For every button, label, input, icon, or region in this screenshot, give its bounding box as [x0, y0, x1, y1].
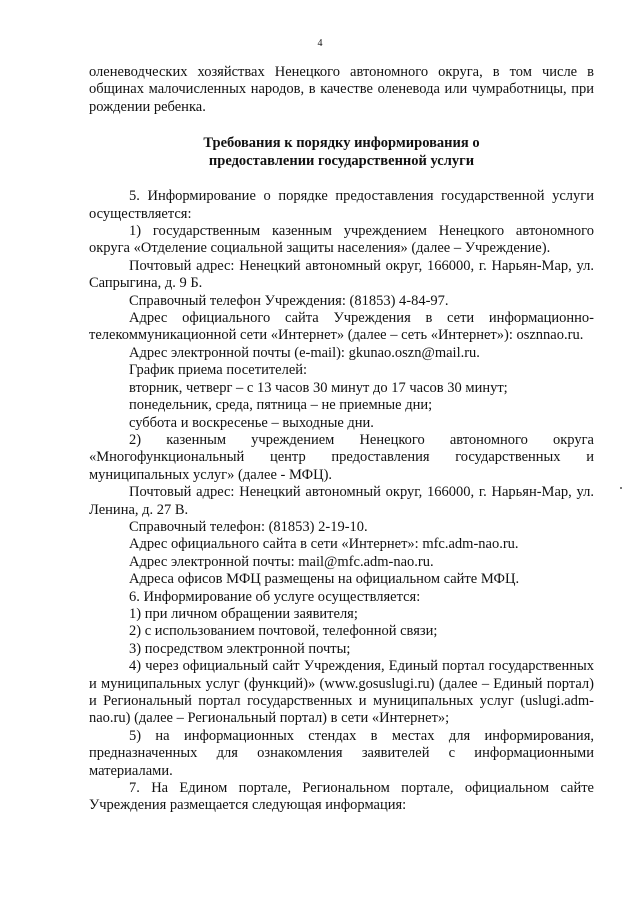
section-heading-line-2: предоставлении государственной услуги: [208, 153, 475, 170]
paragraph-6-item-2: 2) с использованием почтовой, телефонной связи;: [129, 623, 438, 640]
phone-mfc: Справочный телефон: (81853) 2-19-10.: [129, 518, 368, 535]
paragraph-6: 6. Информирование об услуге осуществляется:: [129, 588, 421, 605]
document-body: [89, 64, 594, 815]
postal-address-mfc: Почтовый адрес: Ненецкий автономный округ, 166000, г. Нарьян-Мар, ул. Ленина, д. 27 В.: [89, 484, 594, 518]
schedule-line-1: вторник, четверг – с 13 часов 30 минут до 17 часов 30 минут;: [129, 379, 508, 396]
email-uchrezhdenie: Адрес электронной почты (e-mail): gkunao.oszn@mail.ru.: [129, 344, 480, 361]
website-mfc: Адрес официального сайта в сети «Интернет»: mfc.adm-nao.ru.: [129, 536, 519, 553]
paragraph-5-item-1: 1) государственным казенным учреждением Ненецкого автономного округа «Отделение социальной защиты населения» (далее – Учреждение).: [89, 223, 594, 257]
page-number: 4: [317, 38, 323, 49]
paragraph-6-item-5: 5) на информационных стендах в местах для информирования, предназначенных для ознакомления заявителей с информационными материалами.: [89, 727, 594, 779]
section-heading-line-1: Требования к порядку информирования о: [203, 135, 480, 152]
postal-address-uchrezhdenie: Почтовый адрес: Ненецкий автономный округ, 166000, г. Нарьян-Мар, ул. Сапрыгина, д. 9 Б.: [89, 257, 594, 292]
paragraph-6-item-3: 3) посредством электронной почты;: [129, 640, 351, 657]
scan-speck: [620, 487, 622, 489]
phone-uchrezhdenie: Справочный телефон Учреждения: (81853) 4-84-97.: [129, 292, 449, 309]
paragraph-5: 5. Информирование о порядке предоставления государственной услуги осуществляется:: [89, 188, 594, 222]
section-heading: [89, 134, 594, 170]
intro-paragraph: оленеводческих хозяйствах Ненецкого автономного округа, в том числе в общинах малочисленных народов, в качестве оленевода или чумработницы, при рождении ребенка.: [89, 64, 594, 115]
website-uchrezhdenie: Адрес официального сайта Учреждения в сети информационно-телекоммуникационной сети «Интернет» (далее – сеть «Интернет»): osznnao.ru.: [89, 310, 594, 344]
offices-mfc: Адреса офисов МФЦ размещены на официальном сайте МФЦ.: [129, 571, 520, 588]
paragraph-5-item-2: 2) казенным учреждением Ненецкого автономного округа «Многофункциональный центр предоставления государственных и муниципальных услуг» (далее - МФЦ).: [89, 431, 594, 483]
paragraph-6-item-1: 1) при личном обращении заявителя;: [129, 605, 358, 622]
paragraph-6-item-4: 4) через официальный сайт Учреждения, Единый портал государственных и муниципальных услуг (функций)» (www.gosuslugi.ru) (далее – Единый портал) и Региональный портал государственных и муниципальных услуг (uslugi.adm-nao.ru) (далее – Региональный портал) в сети «Интернет»;: [89, 658, 594, 727]
schedule-line-2: понедельник, среда, пятница – не приемные дни;: [129, 397, 433, 414]
schedule-title: График приема посетителей:: [129, 362, 308, 379]
paragraph-7: 7. На Едином портале, Региональном портале, официальном сайте Учреждения размещается следующая информация:: [89, 780, 594, 814]
schedule-line-3: суббота и воскресенье – выходные дни.: [129, 414, 374, 431]
email-mfc: Адрес электронной почты: mail@mfc.adm-nao.ru.: [129, 553, 434, 570]
